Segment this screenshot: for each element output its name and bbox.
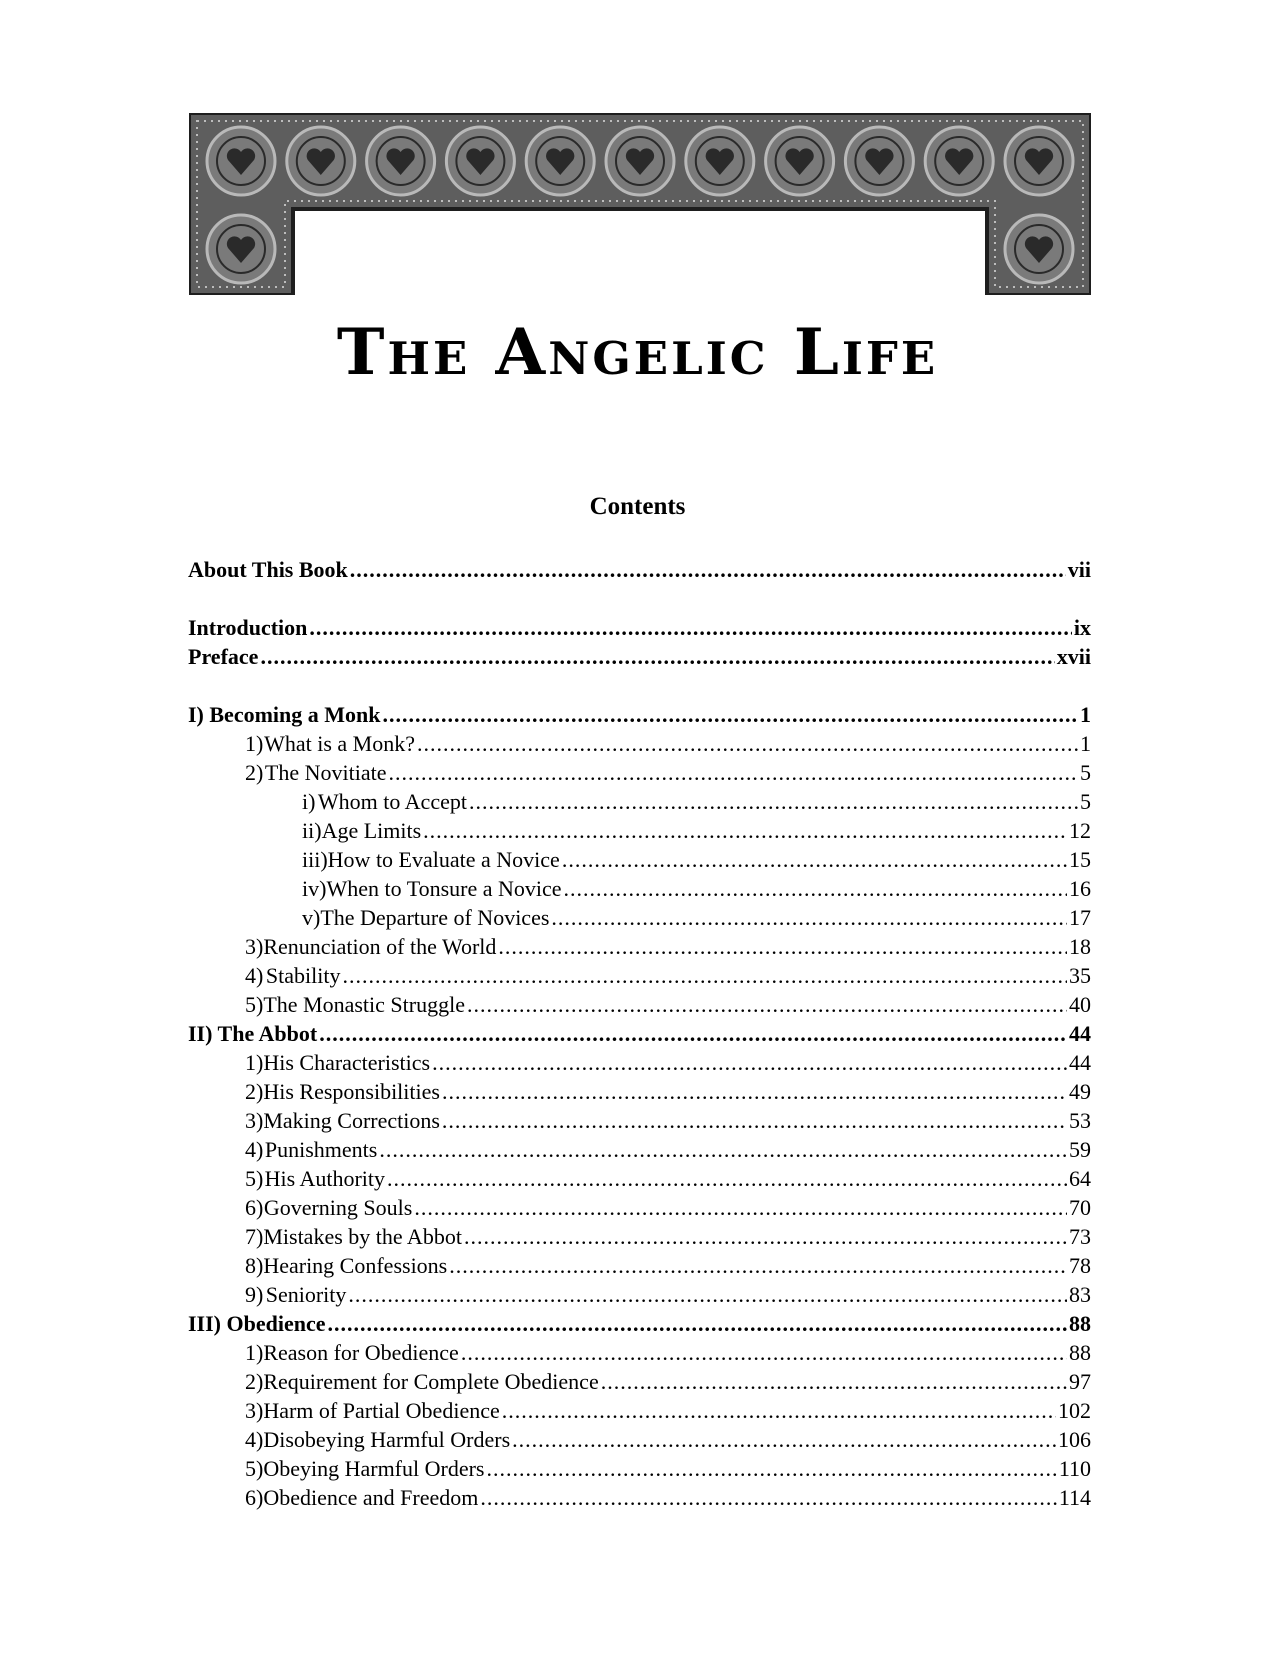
leader-dots: [469, 787, 1078, 816]
leader-dots: [564, 874, 1067, 903]
toc-page: 15: [1069, 847, 1091, 872]
leader-dots: [551, 903, 1067, 932]
leader-dots: [449, 1251, 1067, 1280]
toc-page: 110: [1058, 1456, 1091, 1481]
toc-entry[interactable]: [188, 1164, 1091, 1193]
toc-page: 59: [1069, 1137, 1091, 1162]
toc-number: 2): [245, 760, 264, 785]
toc-label: I) Becoming a Monk: [188, 702, 381, 727]
leader-dots: [348, 1280, 1067, 1309]
toc-page: 18: [1069, 934, 1091, 959]
toc-page: 70: [1069, 1195, 1091, 1220]
book-title: The Angelic Life: [336, 315, 939, 390]
table-of-contents: [188, 555, 1091, 1512]
toc-entry[interactable]: [188, 1396, 1091, 1425]
ornament-medallion: [207, 127, 275, 195]
leader-dots: [383, 700, 1079, 729]
toc-page: 5: [1080, 789, 1091, 814]
toc-entry[interactable]: [188, 1367, 1091, 1396]
toc-number: 3): [245, 1108, 264, 1133]
ornament-medallion: [287, 127, 355, 195]
toc-label: His Authority: [264, 1166, 386, 1191]
leader-dots: [461, 1338, 1067, 1367]
toc-number: 5): [245, 1456, 264, 1481]
toc-entry[interactable]: [188, 932, 1091, 961]
toc-number: 2): [245, 1079, 264, 1104]
toc-page: 35: [1069, 963, 1091, 988]
ornament-medallion: [207, 215, 275, 283]
leader-dots: [379, 1135, 1067, 1164]
leader-dots: [319, 1019, 1067, 1048]
ornament-medallion: [446, 127, 514, 195]
toc-part-becoming-a-monk[interactable]: [188, 700, 1091, 729]
toc-label: Making Corrections: [263, 1108, 440, 1133]
leader-dots: [260, 642, 1054, 671]
contents-heading: Contents: [589, 493, 686, 520]
ornament-medallion: [367, 127, 435, 195]
leader-dots: [467, 990, 1067, 1019]
toc-page: 78: [1069, 1253, 1091, 1278]
toc-label: His Responsibilities: [263, 1079, 440, 1104]
toc-page: 5: [1080, 760, 1091, 785]
leader-dots: [309, 613, 1071, 642]
leader-dots: [480, 1483, 1056, 1512]
toc-label: Seniority: [265, 1282, 347, 1307]
toc-label: Governing Souls: [263, 1195, 413, 1220]
toc-label: II) The Abbot: [188, 1021, 318, 1046]
toc-entry[interactable]: [188, 1425, 1091, 1454]
toc-entry[interactable]: [188, 990, 1091, 1019]
toc-page: 73: [1069, 1224, 1091, 1249]
toc-label: Introduction: [188, 615, 308, 640]
toc-label: Harm of Partial Obedience: [263, 1398, 500, 1423]
toc-number: 4): [245, 1137, 264, 1162]
toc-label: The Departure of Novices: [320, 905, 550, 930]
toc-number: 5): [245, 992, 264, 1017]
leader-dots: [442, 1106, 1067, 1135]
toc-entry[interactable]: [188, 1193, 1091, 1222]
toc-number: 2): [245, 1369, 264, 1394]
toc-label: The Monastic Struggle: [263, 992, 465, 1017]
toc-label: Preface: [188, 644, 259, 669]
ornament-medallion: [845, 127, 913, 195]
ornament-medallion: [766, 127, 834, 195]
ornament-medallion: [1005, 215, 1073, 283]
toc-entry[interactable]: [188, 961, 1091, 990]
toc-number: 1): [245, 1340, 264, 1365]
toc-number: 4): [245, 963, 264, 988]
toc-label: Obeying Harmful Orders: [263, 1456, 485, 1481]
toc-number: 6): [245, 1485, 264, 1510]
toc-page: 17: [1069, 905, 1091, 930]
toc-number: iii): [302, 847, 328, 872]
toc-entry-about[interactable]: [188, 555, 1091, 584]
toc-number: 3): [245, 1398, 264, 1423]
ornamental-banner: [189, 113, 1091, 295]
toc-entry[interactable]: [188, 1338, 1091, 1367]
toc-page: 44: [1069, 1021, 1091, 1046]
toc-page: vii: [1067, 557, 1091, 582]
toc-number: i): [302, 789, 316, 814]
toc-page: 88: [1069, 1340, 1091, 1365]
leader-dots: [387, 1164, 1067, 1193]
toc-subentry[interactable]: [188, 903, 1091, 932]
toc-page: 97: [1069, 1369, 1091, 1394]
toc-page: 64: [1069, 1166, 1091, 1191]
toc-label: The Novitiate: [264, 760, 387, 785]
toc-part-obedience[interactable]: [188, 1309, 1091, 1338]
toc-page: 44: [1069, 1050, 1091, 1075]
ornament-medallion: [606, 127, 674, 195]
toc-number: 6): [245, 1195, 264, 1220]
toc-label: Whom to Accept: [317, 789, 467, 814]
ornament-medallion: [1005, 127, 1073, 195]
toc-label: His Characteristics: [263, 1050, 431, 1075]
leader-dots: [562, 845, 1067, 874]
toc-page: 40: [1069, 992, 1091, 1017]
leader-dots: [601, 1367, 1067, 1396]
leader-dots: [464, 1222, 1067, 1251]
leader-dots: [423, 816, 1067, 845]
ornament-medallion: [925, 127, 993, 195]
leader-dots: [512, 1425, 1056, 1454]
leader-dots: [328, 1309, 1068, 1338]
leader-dots: [350, 555, 1066, 584]
toc-page: xvii: [1056, 644, 1091, 669]
toc-label: Obedience and Freedom: [263, 1485, 479, 1510]
leader-dots: [414, 1193, 1067, 1222]
leader-dots: [498, 932, 1067, 961]
toc-number: 1): [245, 1050, 264, 1075]
toc-page: 1: [1080, 731, 1091, 756]
leader-dots: [388, 758, 1078, 787]
toc-page: 88: [1069, 1311, 1091, 1336]
ornament-medallion: [526, 127, 594, 195]
toc-label: Stability: [265, 963, 341, 988]
toc-page: 102: [1058, 1398, 1091, 1423]
toc-label: When to Tonsure a Novice: [326, 876, 562, 901]
toc-page: ix: [1073, 615, 1091, 640]
toc-label: Disobeying Harmful Orders: [263, 1427, 511, 1452]
toc-label: Reason for Obedience: [263, 1340, 459, 1365]
toc-subentry[interactable]: [188, 787, 1091, 816]
toc-number: 3): [245, 934, 264, 959]
toc-number: 7): [245, 1224, 264, 1249]
toc-label: About This Book: [188, 557, 348, 582]
toc-label: Age Limits: [321, 818, 422, 843]
toc-label: Hearing Confessions: [263, 1253, 448, 1278]
toc-label: Mistakes by the Abbot: [263, 1224, 462, 1249]
leader-dots: [417, 729, 1078, 758]
leader-dots: [432, 1048, 1067, 1077]
toc-number: ii): [302, 818, 322, 843]
toc-entry[interactable]: [188, 758, 1091, 787]
toc-label: What is a Monk?: [264, 731, 415, 756]
toc-page: 16: [1069, 876, 1091, 901]
toc-entry[interactable]: [188, 1222, 1091, 1251]
toc-entry[interactable]: [188, 729, 1091, 758]
toc-page: 12: [1069, 818, 1091, 843]
toc-entry[interactable]: [188, 1251, 1091, 1280]
toc-number: v): [302, 905, 321, 930]
toc-label: Punishments: [264, 1137, 378, 1162]
toc-number: 9): [245, 1282, 264, 1307]
toc-page: 1: [1080, 702, 1091, 727]
toc-label: Requirement for Complete Obedience: [263, 1369, 599, 1394]
toc-entry[interactable]: [188, 1454, 1091, 1483]
toc-number: 1): [245, 731, 264, 756]
toc-page: 106: [1058, 1427, 1091, 1452]
toc-entry[interactable]: [188, 1048, 1091, 1077]
toc-number: 5): [245, 1166, 264, 1191]
toc-entry-introduction[interactable]: [188, 613, 1091, 642]
toc-entry[interactable]: [188, 1077, 1091, 1106]
toc-part-the-abbot[interactable]: [188, 1019, 1091, 1048]
toc-number: 4): [245, 1427, 264, 1452]
leader-dots: [502, 1396, 1056, 1425]
toc-entry[interactable]: [188, 1280, 1091, 1309]
toc-number: iv): [302, 876, 327, 901]
toc-page: 83: [1069, 1282, 1091, 1307]
toc-entry[interactable]: [188, 1106, 1091, 1135]
leader-dots: [342, 961, 1067, 990]
toc-entry[interactable]: [188, 1135, 1091, 1164]
ornament-medallion: [686, 127, 754, 195]
toc-page: 49: [1069, 1079, 1091, 1104]
toc-entry-preface[interactable]: [188, 642, 1091, 671]
toc-label: How to Evaluate a Novice: [327, 847, 560, 872]
toc-subentry[interactable]: [188, 845, 1091, 874]
toc-label: III) Obedience: [188, 1311, 326, 1336]
toc-number: 8): [245, 1253, 264, 1278]
toc-subentry[interactable]: [188, 874, 1091, 903]
toc-page: 53: [1069, 1108, 1091, 1133]
toc-label: Renunciation of the World: [263, 934, 497, 959]
toc-entry[interactable]: [188, 1483, 1091, 1512]
toc-page: 114: [1058, 1485, 1091, 1510]
toc-subentry[interactable]: [188, 816, 1091, 845]
leader-dots: [442, 1077, 1067, 1106]
leader-dots: [487, 1454, 1057, 1483]
